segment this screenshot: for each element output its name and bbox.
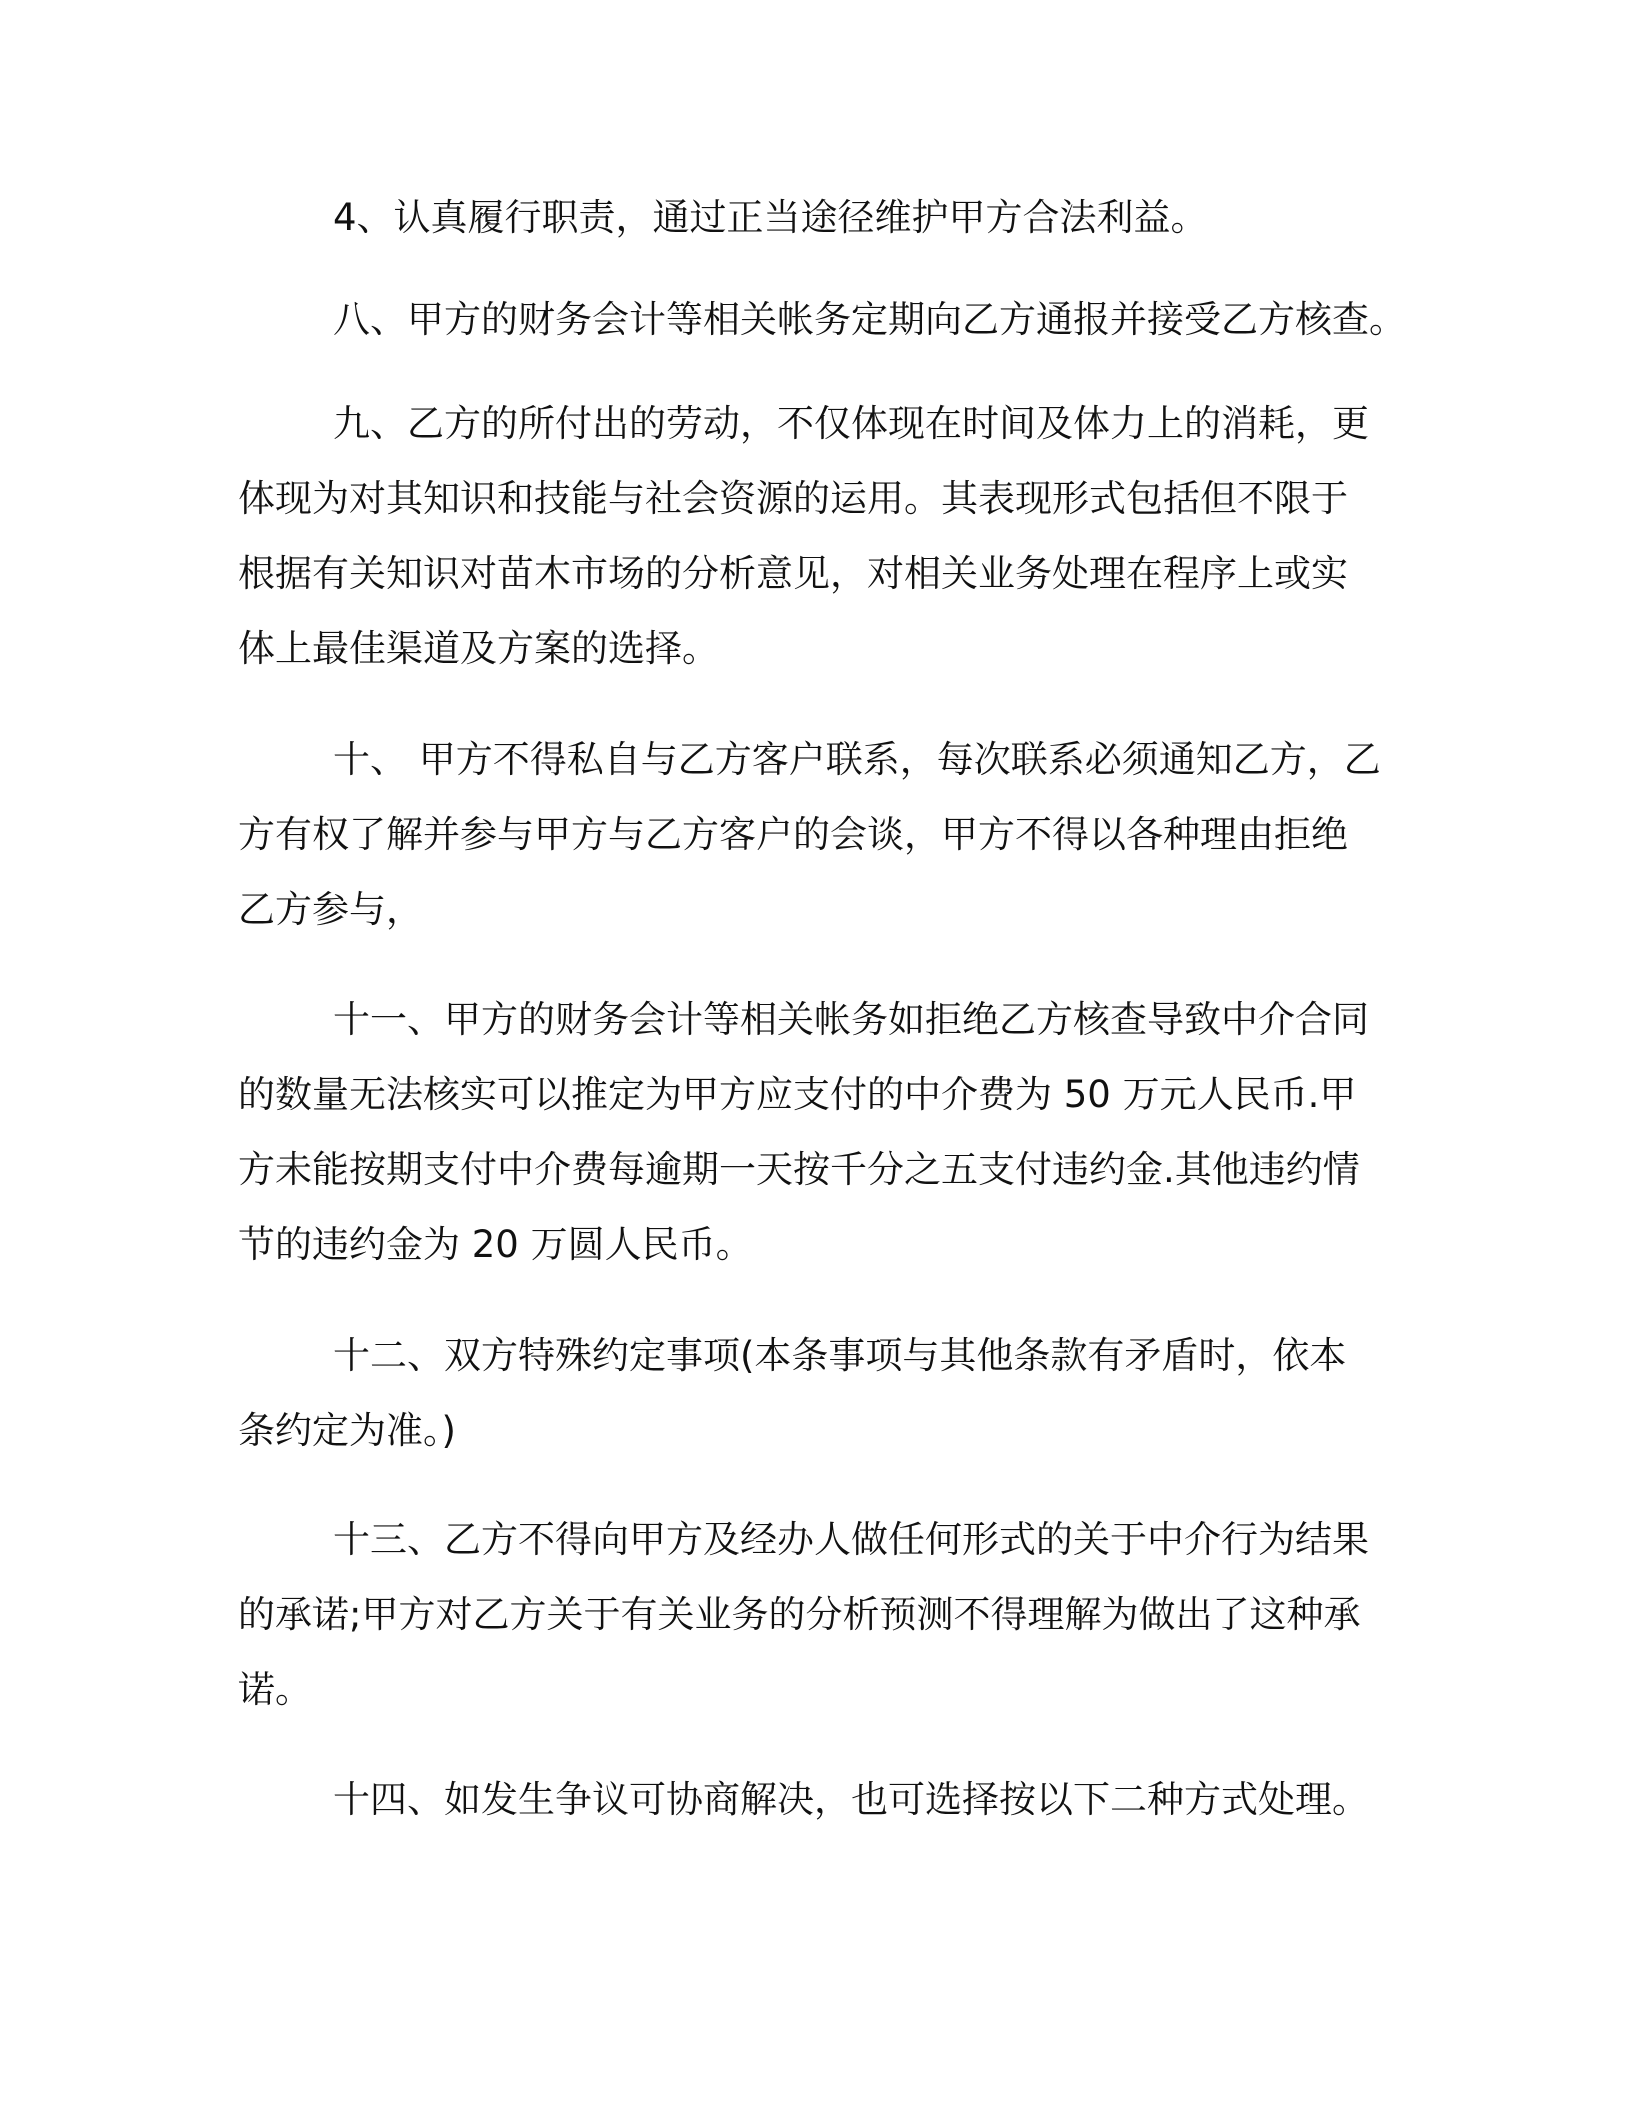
clause-9-line-1: 九、乙方的所付出的劳动，不仅体现在时间及体力上的消耗，更 (333, 402, 1369, 445)
clause-10-line-2: 方有权了解并参与甲方与乙方客户的会谈，甲方不得以各种理由拒绝 (238, 813, 1348, 856)
clause-13-line-2: 的承诺;甲方对乙方关于有关业务的分析预测不得理解为做出了这种承 (238, 1593, 1361, 1636)
clause-9-line-3: 根据有关知识对苗木市场的分析意见，对相关业务处理在程序上或实 (238, 552, 1348, 595)
clause-11-line-3: 方未能按期支付中介费每逾期一天按千分之五支付违约金.其他违约情 (238, 1148, 1360, 1191)
clause-11-line-2: 的数量无法核实可以推定为甲方应支付的中介费为 50 万元人民币.甲 (238, 1073, 1357, 1116)
clause-12-line-2: 条约定为准。) (238, 1409, 456, 1452)
clause-13-line-3: 诺。 (238, 1668, 312, 1711)
clause-11-line-4: 节的违约金为 20 万圆人民币。 (238, 1223, 753, 1266)
clause-10-line-3: 乙方参与， (238, 888, 423, 931)
clause-10-line-1: 十、 甲方不得私自与乙方客户联系，每次联系必须通知乙方，乙 (333, 738, 1381, 781)
clause-9-line-4: 体上最佳渠道及方案的选择。 (238, 627, 719, 670)
clause-9-line-2: 体现为对其知识和技能与社会资源的运用。其表现形式包括但不限于 (238, 477, 1348, 520)
clause-11-line-1: 十一、甲方的财务会计等相关帐务如拒绝乙方核查导致中介合同 (333, 998, 1369, 1041)
clause-14-line-1: 十四、如发生争议可协商解决，也可选择按以下二种方式处理。 (333, 1778, 1369, 1821)
clause-12-line-1: 十二、双方特殊约定事项(本条事项与其他条款有矛盾时，依本 (333, 1334, 1347, 1377)
clause-13-line-1: 十三、乙方不得向甲方及经办人做任何形式的关于中介行为结果 (333, 1518, 1369, 1561)
clause-8-heading: 八、甲方的财务会计等相关帐务定期向乙方通报并接受乙方核查。 (333, 298, 1406, 341)
clause-8-item-4: 4、认真履行职责，通过正当途径维护甲方合法利益。 (333, 196, 1208, 239)
